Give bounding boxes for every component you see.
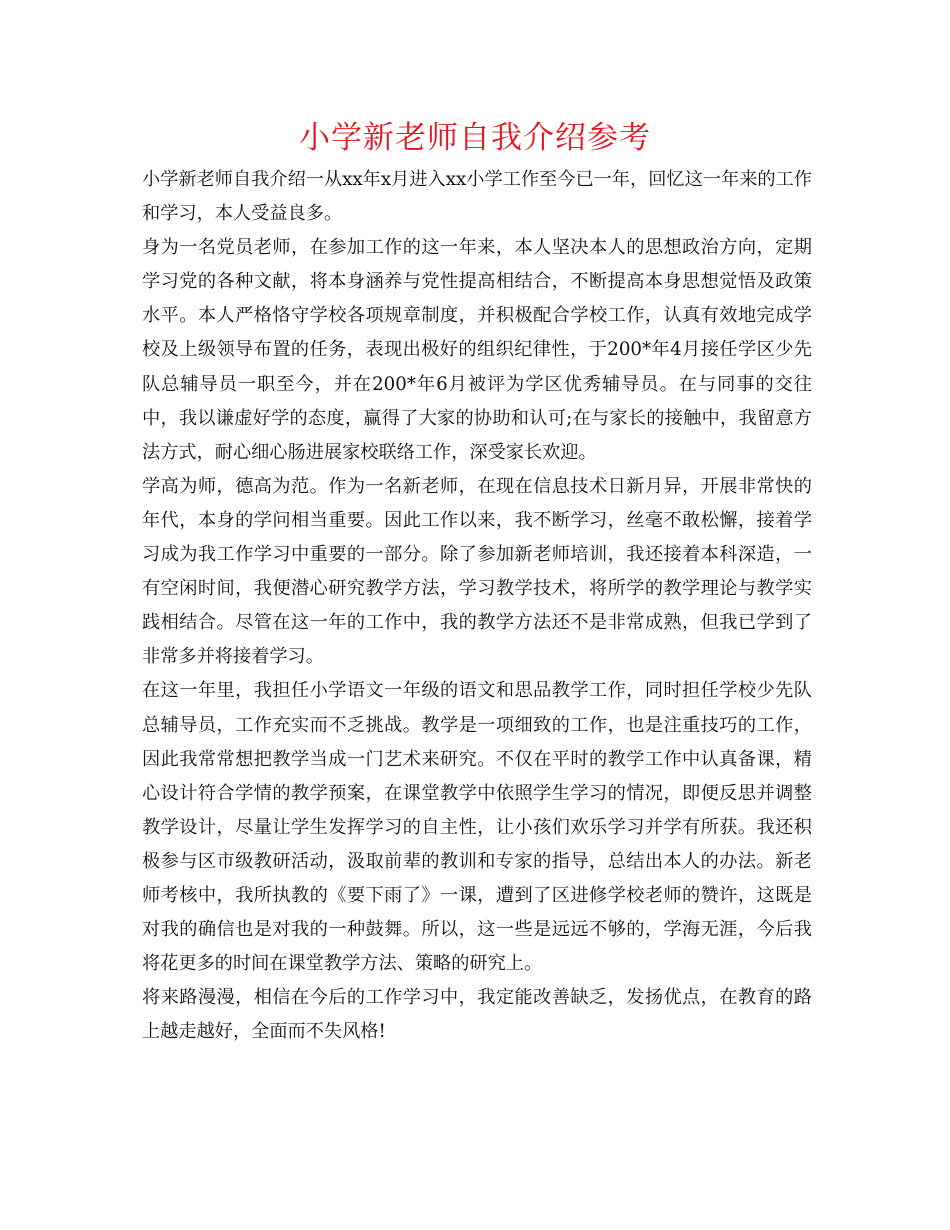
paragraph-intro: 小学新老师自我介绍一从xx年x月进入xx小学工作至今已一年，回忆这一年来的工作和学习，本人受益良多。 bbox=[142, 169, 812, 225]
paragraph-conclusion: 将来路漫漫，相信在今后的工作学习中，我定能改善缺乏，发扬优点，在教育的路上越走越好，全面而不失风格! bbox=[142, 987, 812, 1043]
paragraph-party-member: 身为一名党员老师，在参加工作的这一年来，本人坚决本人的思想政治方向，定期学习党的各种文献，将本身涵养与党性提高相结合，不断提高本身思想觉悟及政策水平。本人严格恪守学校各项规章制度，并积极配合学校工作，认真有效地完成学校及上级领导布置的任务，表现出极好的组织纪律性，于200*年4月接任学区少先队总辅导员一职至今，并在200*年6月被评为学区优秀辅导员。在与同事的交往中，我以谦虚好学的态度，赢得了大家的协助和认可;在与家长的接触中，我留意方法方式，耐心细心肠进展家校联络工作，深受家长欢迎。 bbox=[142, 237, 812, 463]
paragraph-teaching: 在这一年里，我担任小学语文一年级的语文和思品教学工作，同时担任学校少先队总辅导员，工作充实而不乏挑战。教学是一项细致的工作，也是注重技巧的工作，因此我常常想把教学当成一门艺术来研究。不仅在平时的教学工作中认真备课，精心设计符合学情的教学预案，在课堂教学中依照学生学习的情况，即便反思并调整教学设计，尽量让学生发挥学习的自主性，让小孩们欢乐学习并学有所获。我还积极参与区市级教研活动，汲取前辈的教训和专家的指导，总结出本人的办法。新老师考核中，我所执教的《要下雨了》一课，遭到了区进修学校老师的赞许，这既是对我的确信也是对我的一种鼓舞。所以，这一些是远远不够的，学海无涯，今后我将花更多的时间在课堂教学方法、策略的研究上。 bbox=[142, 680, 812, 975]
document-body bbox=[142, 163, 812, 1049]
document-title: 小学新老师自我介绍参考 bbox=[299, 120, 651, 156]
paragraph-learning: 学高为师，德高为范。作为一名新老师，在现在信息技术日新月异，开展非常快的年代，本身的学问相当重要。因此工作以来，我不断学习，丝毫不敢松懈，接着学习成为我工作学习中重要的一部分。除了参加新老师培训，我还接着本科深造，一有空闲时间，我便潜心研究教学方法，学习教学技术，将所学的教学理论与教学实践相结合。尽管在这一年的工作中，我的教学方法还不是非常成熟，但我已学到了非常多并将接着学习。 bbox=[142, 475, 812, 668]
